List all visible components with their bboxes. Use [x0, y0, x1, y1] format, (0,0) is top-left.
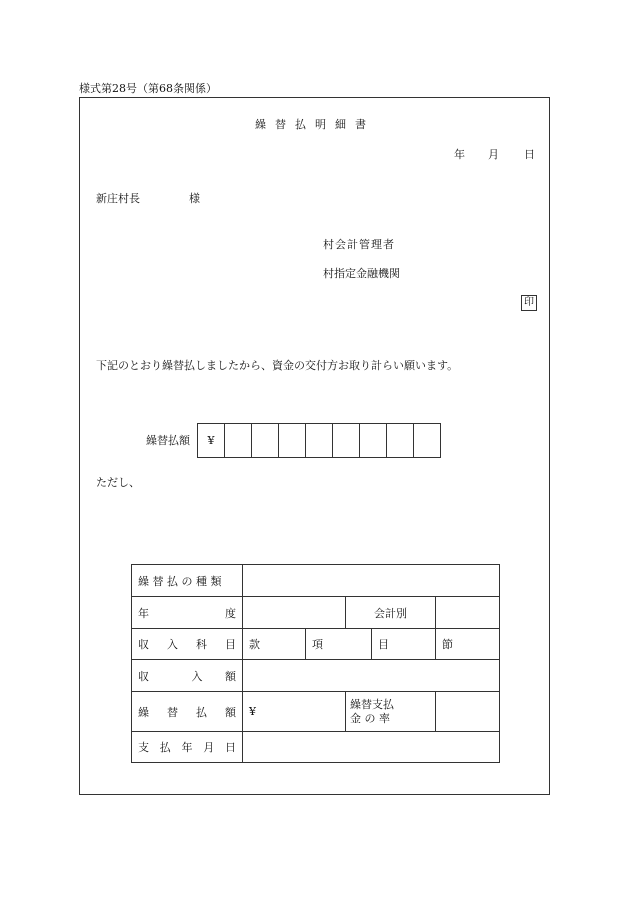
- year-label: 年 度: [132, 597, 243, 629]
- issuer-bank: 村指定金融機関: [323, 267, 400, 280]
- addressee-name: 新庄村長: [96, 192, 140, 205]
- payment-date-value[interactable]: [243, 732, 500, 763]
- income-amount-value[interactable]: [243, 660, 500, 692]
- date-year-label: 年: [454, 148, 465, 161]
- date-month-label: 月: [488, 148, 499, 161]
- type-label: 繰 替 払 の 種 類: [132, 565, 243, 597]
- replacement-amount-label: 繰 替 払 額: [132, 692, 243, 732]
- amount-digit-box[interactable]: [333, 424, 360, 458]
- issuer-accountant: 村会計管理者: [323, 238, 395, 251]
- form-number: 様式第28号（第68条関係）: [79, 82, 217, 95]
- amount-digit-box[interactable]: [279, 424, 306, 458]
- date-day-label: 日: [524, 148, 535, 161]
- accounting-label: 会計別: [346, 597, 436, 629]
- amount-digit-box[interactable]: [414, 424, 441, 458]
- income-amount-label: 収 入 額: [132, 660, 243, 692]
- page-title: 繰替払明細書: [255, 118, 375, 131]
- amount-boxes: [197, 423, 441, 458]
- rate-value[interactable]: [436, 692, 500, 732]
- amount-label: 繰替払額: [146, 434, 190, 447]
- amount-digit-box[interactable]: [306, 424, 333, 458]
- setsu-cell[interactable]: 節: [436, 629, 500, 660]
- detail-table: [131, 564, 500, 763]
- income-item-label: 収 入 科 目: [132, 629, 243, 660]
- amount-digit-box[interactable]: [360, 424, 387, 458]
- amount-digit-box[interactable]: [387, 424, 414, 458]
- payment-date-label: 支 払 年 月 日: [132, 732, 243, 763]
- replacement-amount-value[interactable]: ¥: [243, 692, 346, 732]
- note-text: ただし、: [96, 476, 140, 489]
- type-value[interactable]: [243, 565, 500, 597]
- amount-digit-box[interactable]: [225, 424, 252, 458]
- rate-label: 繰替支払 金 の 率: [346, 692, 436, 732]
- addressee-honorific: 様: [189, 192, 200, 205]
- kan-cell[interactable]: 款: [243, 629, 306, 660]
- moku-cell[interactable]: 目: [372, 629, 436, 660]
- amount-digit-box[interactable]: [252, 424, 279, 458]
- request-text: 下記のとおり繰替払しましたから、資金の交付方お取り計らい願います。: [96, 359, 459, 372]
- accounting-value[interactable]: [436, 597, 500, 629]
- year-value[interactable]: [243, 597, 346, 629]
- amount-yen-box: ¥: [198, 424, 225, 458]
- seal-mark: 印: [521, 295, 537, 311]
- kou-cell[interactable]: 項: [306, 629, 372, 660]
